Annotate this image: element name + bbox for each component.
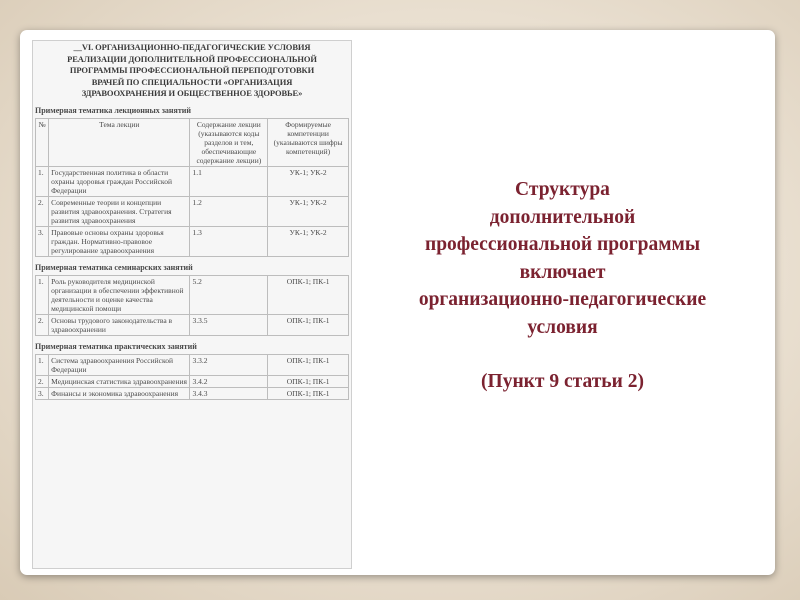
header-topic: Тема лекции bbox=[49, 118, 190, 166]
cell-code: 3.3.5 bbox=[190, 314, 268, 335]
table-row bbox=[36, 314, 349, 335]
cell-code: 1.1 bbox=[190, 166, 268, 196]
cell-num: 1. bbox=[36, 354, 49, 375]
table-header-row bbox=[36, 118, 349, 166]
heading-line: включает bbox=[519, 261, 606, 283]
table-row bbox=[36, 196, 349, 226]
cell-competence: УК-1; УК-2 bbox=[268, 166, 349, 196]
heading-line: Структура bbox=[515, 179, 610, 200]
title-line: ПРОГРАММЫ ПРОФЕССИОНАЛЬНОЙ ПЕРЕПОДГОТОВКИ bbox=[69, 65, 315, 75]
heading-line: дополнительной bbox=[489, 206, 636, 228]
cell-num: 2. bbox=[36, 375, 49, 387]
cell-topic: Медицинская статистика здравоохранения bbox=[49, 375, 190, 387]
title-line: __VI. ОРГАНИЗАЦИОННО-ПЕДАГОГИЧЕСКИЕ УСЛОВИЯ bbox=[73, 42, 311, 52]
practicals-table bbox=[35, 354, 349, 400]
section-title-seminars: Примерная тематика семинарских занятий bbox=[35, 262, 193, 272]
spacer bbox=[350, 341, 775, 368]
slide-heading bbox=[350, 176, 775, 396]
cell-num: 2. bbox=[36, 196, 49, 226]
cell-code: 1.3 bbox=[190, 226, 268, 256]
cell-num: 1. bbox=[36, 166, 49, 196]
cell-competence: ОПК-1; ПК-1 bbox=[268, 375, 349, 387]
table-row bbox=[36, 166, 349, 196]
cell-topic: Основы трудового законодательства в здравоохранении bbox=[49, 314, 190, 335]
header-competence: Формируемые компетенции (указываются шифры компетенций) bbox=[268, 118, 349, 166]
lectures-table bbox=[35, 118, 349, 257]
heading-line: организационно-педагогические bbox=[418, 289, 707, 310]
cell-topic: Система здравоохранения Российской Федерации bbox=[49, 354, 190, 375]
cell-code: 3.4.2 bbox=[190, 375, 268, 387]
cell-num: 1. bbox=[36, 275, 49, 314]
title-line: РЕАЛИЗАЦИИ ДОПОЛНИТЕЛЬНОЙ ПРОФЕССИОНАЛЬНОЙ bbox=[67, 53, 317, 64]
cell-competence: УК-1; УК-2 bbox=[268, 226, 349, 256]
cell-code: 3.3.2 bbox=[190, 354, 268, 375]
cell-code: 5.2 bbox=[190, 275, 268, 314]
cell-code: 3.4.3 bbox=[190, 387, 268, 399]
cell-competence: ОПК-1; ПК-1 bbox=[268, 314, 349, 335]
cell-num: 3. bbox=[36, 387, 49, 399]
cell-topic: Правовые основы охраны здоровья граждан. Нормативно-правовое регулирование здравоохранения bbox=[49, 226, 190, 256]
table-row bbox=[36, 375, 349, 387]
header-content: Содержание лекции (указываются коды разделов и тем, обеспечивающие содержание лекции) bbox=[190, 118, 268, 166]
section-title-lectures: Примерная тематика лекционных занятий bbox=[35, 105, 191, 115]
title-line: ВРАЧЕЙ ПО СПЕЦИАЛЬНОСТИ «ОРГАНИЗАЦИЯ bbox=[91, 76, 293, 87]
title-line: ЗДРАВООХРАНЕНИЯ И ОБЩЕСТВЕННОЕ ЗДОРОВЬЕ» bbox=[81, 88, 303, 98]
cell-competence: ОПК-1; ПК-1 bbox=[268, 275, 349, 314]
seminars-table bbox=[35, 275, 349, 336]
table-row bbox=[36, 387, 349, 399]
cell-competence: ОПК-1; ПК-1 bbox=[268, 387, 349, 399]
document-title bbox=[37, 42, 347, 100]
document-scan bbox=[32, 40, 352, 569]
heading-line: условия bbox=[527, 316, 598, 338]
heading-line: профессиональной программы bbox=[424, 234, 701, 255]
section-title-practicals: Примерная тематика практических занятий bbox=[35, 341, 197, 351]
cell-code: 1.2 bbox=[190, 196, 268, 226]
table-row bbox=[36, 354, 349, 375]
legal-reference: (Пункт 9 статьи 2) bbox=[481, 371, 644, 392]
cell-topic: Государственная политика в области охраны здоровья граждан Российской Федерации bbox=[49, 166, 190, 196]
header-num: № bbox=[36, 118, 49, 166]
cell-num: 3. bbox=[36, 226, 49, 256]
cell-competence: УК-1; УК-2 bbox=[268, 196, 349, 226]
cell-topic: Финансы и экономика здравоохранения bbox=[49, 387, 190, 399]
cell-topic: Современные теории и концепции развития здравоохранения. Стратегия развития здравоохранения bbox=[49, 196, 190, 226]
cell-competence: ОПК-1; ПК-1 bbox=[268, 354, 349, 375]
table-row bbox=[36, 275, 349, 314]
cell-topic: Роль руководителя медицинской организации в обеспечении эффективной деятельности и оценке качества медицинской помощи bbox=[49, 275, 190, 314]
cell-num: 2. bbox=[36, 314, 49, 335]
table-row bbox=[36, 226, 349, 256]
